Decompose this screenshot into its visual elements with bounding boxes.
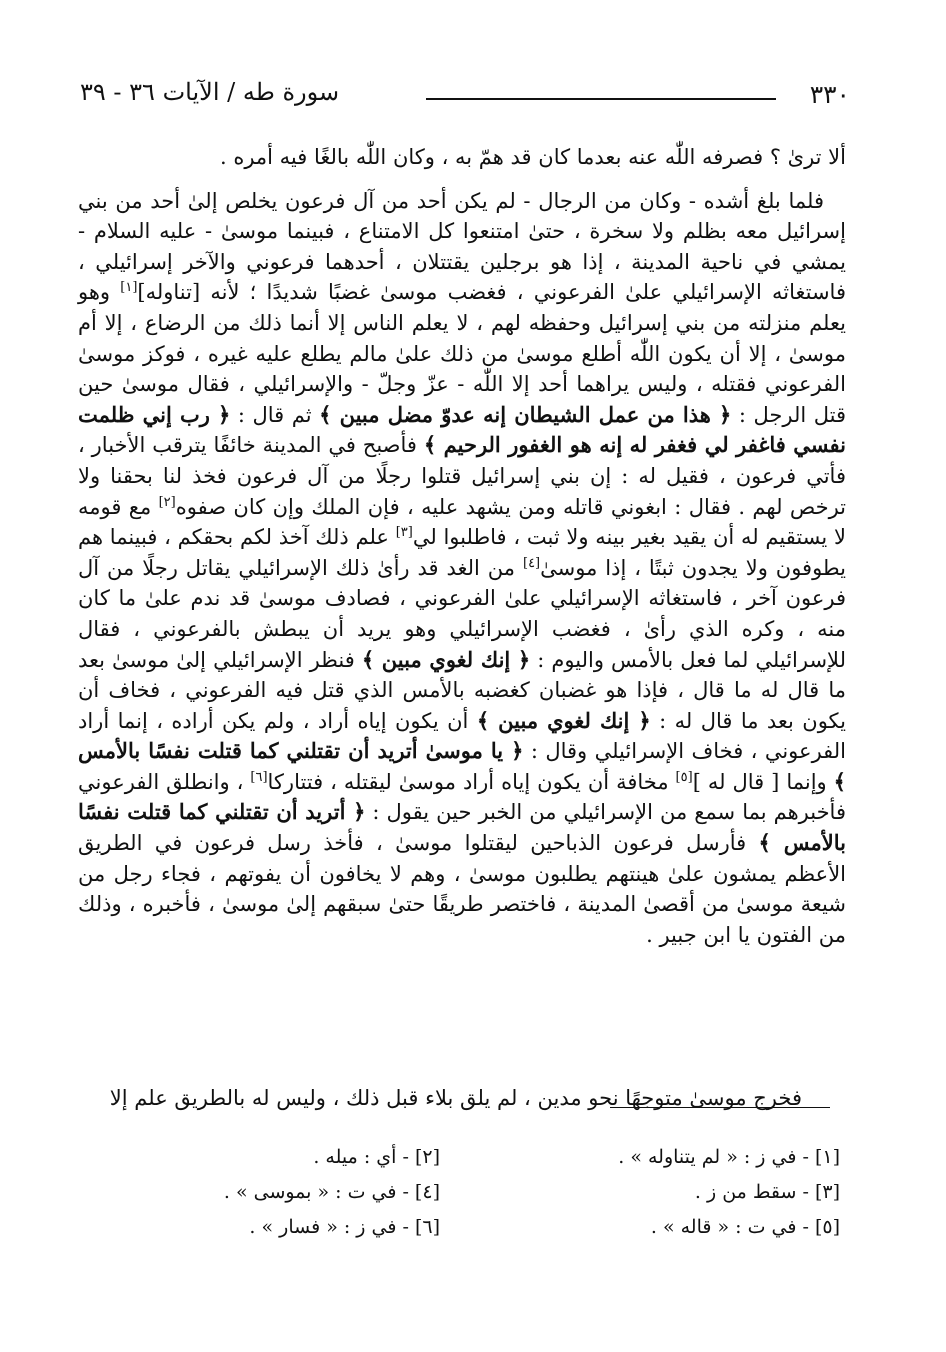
- paragraph-2: [78, 186, 846, 951]
- text-segment: مخافة أن يكون إياه أراد موسىٰ ليقتله ، فتتاركا: [267, 769, 676, 794]
- footnote-5: [٥] - في ت : « قاله » .: [650, 1216, 840, 1238]
- footnote-3: [٣] - سقط من ز .: [694, 1181, 840, 1203]
- footnote-1: [١] - في ز : « لم يتناوله » .: [618, 1146, 840, 1168]
- footnote-ref-2[interactable]: [٢]: [158, 494, 176, 510]
- text-segment: فنظر الإسرائيلي إلىٰ موسىٰ بعد ما قال له ما قال ، فإذا هو غضبان كغضبه بالأمس الذي قتل فيه الفرعوني ، فخاف أن يكون بعد ما قال له :: [78, 647, 846, 733]
- running-title: سورة طه / الآيات ٣٦ - ٣٩: [80, 78, 340, 106]
- text-segment: فلما بلغ أشده - وكان من الرجال - لم يكن أحد من آل فرعون يخلص إلىٰ أحد من بني إسرائيل معه بظلم ولا سخرة ، حتىٰ امتنعوا كل الامتناع ، فبينما موسىٰ - عليه السلام - يمشي في ناحية المدينة ، إذا هو برجلين يقتتلان ، أحدهما فرعوني والآخر إسرائيلي ، فاستغاثه الإسرائيلي علىٰ الفرعوني ، فغضب موسىٰ غضبًا شديدًا ؛ لأنه [تناوله]: [78, 188, 846, 305]
- footnote-4: [٤] - في ت : « بموسى » .: [223, 1181, 440, 1203]
- main-text: [78, 142, 846, 950]
- quran-verse: ﴿ رب إني ظلمت نفسي فاغفر لي فغفر له إنه هو الغفور الرحيم ﴾: [78, 401, 847, 458]
- page-header: [80, 72, 850, 112]
- quran-verse: ﴿ هذا من عمل الشيطان إنه عدوّ مضل مبين ﴾: [319, 401, 732, 427]
- text-segment: من الغد قد رأىٰ ذلك الإسرائيلي يقاتل رجلًا من آل فرعون آخر ، فاستغاثه الإسرائيلي علىٰ الفرعوني ، فصادف موسىٰ قد ندم علىٰ ما كان منه ، وكره الذي رأىٰ ، فغضب الإسرائيلي وهو يريد أن يبطش بالفرعوني ، فقال للإسرائيلي لما فعل بالأمس واليوم :: [78, 555, 846, 672]
- quran-verse: ﴿ إنك لغوي مبين ﴾: [476, 707, 651, 733]
- text-segment: وإنما [ قال له ]: [692, 769, 834, 794]
- footnote-ref-1[interactable]: [١]: [120, 280, 138, 296]
- footnote-ref-3[interactable]: [٣]: [395, 525, 413, 541]
- footnote-ref-6[interactable]: [٦]: [250, 769, 268, 785]
- footnote-separator: [610, 1107, 830, 1108]
- footnote-row: [190, 1210, 840, 1245]
- footnote-6: [٦] - في ز : « فسار » .: [249, 1216, 440, 1238]
- text-segment: فأصبح في المدينة خائفًا يترقب الأخبار ، فأتي فرعون ، فقيل له : إن بني إسرائيل قتلوا رجلًا من آل فرعون فخذ لنا بحقنا ولا ترخص لهم . فقال : ابغوني قاتله ومن يشهد عليه ، فإن الملك وإن كان صفوه: [78, 433, 847, 519]
- footnote-row: [190, 1175, 840, 1210]
- text-segment: ، وانطلق الفرعوني فأخبرهم بما سمع من الإسرائيلي من الخبر حين يقول :: [78, 769, 846, 825]
- text-segment: أن يكون إياه أراد ، ولم يكن أراده ، إنما أراد الفرعوني ، فخاف الإسرائيلي وقال :: [78, 708, 847, 764]
- quran-verse: ﴿ إنك لغوي مبين ﴾: [361, 646, 531, 672]
- footnote-ref-4[interactable]: [٤]: [522, 555, 541, 571]
- text-segment: وهو يعلم منزلته من بني إسرائيل وحفظه لهم ، لا يعلم الناس إلا أنما ذلك من الرضاع ، إلا أم موسىٰ ، إلا أن يكون اللّٰه أطلع موسىٰ من ذلك علىٰ مالم يطلع عليه غيره ، فوكز موسىٰ الفرعوني فقتله ، وليس يراهما أحد إلا اللّٰه - عزّ وجلّ - والإسرائيلي ، فقال موسىٰ حين قتل الرجل :: [78, 280, 847, 427]
- paragraph-1: ألا ترىٰ ؟ فصرفه اللّٰه عنه بعدما كان قد همّ به ، وكان اللّٰه بالغًا فيه أمره .: [219, 145, 846, 169]
- text-segment: ثم قال :: [230, 402, 320, 427]
- footnote-row: [190, 1140, 840, 1175]
- paragraph-3-continuation: فخرج موسىٰ متوجهًا نحو مدين ، لم يلق بلاء قبل ذلك ، وليس له بالطريق علم إلا: [109, 1086, 802, 1110]
- header-rule: [426, 98, 776, 100]
- quran-verse: ﴿ يا موسىٰ أتريد أن تقتلني كما قتلت نفسًا بالأمس ﴾: [78, 738, 846, 794]
- text-segment: علم ذلك آخذ لكم بحقكم ، فبينما هم يطوفون ولا يجدون ثبتًا ، إذا موسىٰ: [78, 525, 846, 580]
- footnote-ref-5[interactable]: [٥]: [675, 769, 693, 785]
- text-segment: فأرسل فرعون الذباحين ليقتلوا موسىٰ ، فأخذ رسل فرعون في الطريق الأعظم يمشون علىٰ هينتهم يطلبون موسىٰ ، وهم لا يخافون أن يفوتهم ، فجاء رجل من شيعة موسىٰ من أقصىٰ المدينة ، فاختصر طريقًا حتىٰ سبقهم إلىٰ موسىٰ ، فأخبره ، وذلك من الفتون يا ابن جبير .: [78, 831, 846, 947]
- text-segment: مع قومه لا يستقيم له أن يقيد بغير بينه ولا ثبت ، فاطلبوا لي: [78, 494, 846, 550]
- footnotes: [190, 1140, 840, 1245]
- footnote-2: [٢] - أي : ميله .: [313, 1146, 440, 1168]
- page-number: ٣٣٠: [809, 80, 850, 109]
- quran-verse: ﴿ أتريد أن تقتلني كما قتلت نفسًا بالأمس ﴾: [78, 799, 846, 856]
